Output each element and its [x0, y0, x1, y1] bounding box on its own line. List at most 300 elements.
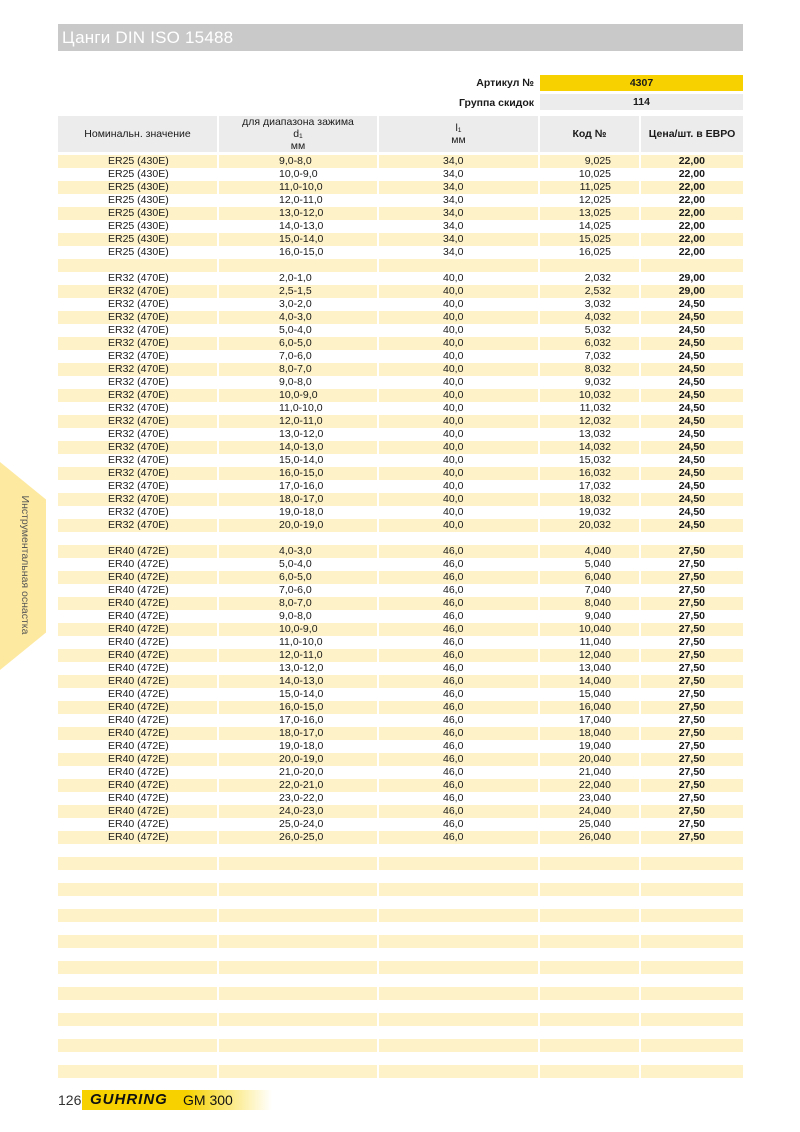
table-row	[58, 584, 743, 597]
price-cell: 24,50	[678, 506, 705, 518]
code-cell: 4,040	[540, 545, 639, 558]
price-cell	[641, 870, 743, 883]
clamping-range-cell: 15,0-14,0	[279, 454, 324, 466]
length-cell: 46,0	[443, 584, 464, 596]
length-cell: 46,0	[379, 571, 538, 584]
length-cell: 40,0	[443, 350, 464, 362]
length-cell: 34,0	[443, 246, 464, 258]
price-cell	[641, 909, 743, 922]
clamping-range-cell	[219, 987, 377, 1000]
table-row	[58, 688, 743, 701]
table-row	[58, 571, 743, 584]
length-cell	[379, 948, 538, 961]
nominal-cell: ER32 (470E)	[108, 454, 169, 466]
price-cell: 27,50	[641, 701, 743, 714]
code-cell: 13,025	[540, 207, 639, 220]
table-row	[58, 506, 743, 519]
length-cell	[379, 1052, 538, 1065]
column-header-code: Код №	[540, 116, 639, 152]
clamping-range-cell: 12,0-11,0	[219, 649, 377, 662]
page-title: Цанги DIN ISO 15488	[62, 28, 234, 47]
code-cell	[540, 987, 639, 1000]
discount-group-label: Группа скидок	[459, 97, 534, 109]
length-cell: 40,0	[443, 272, 464, 284]
clamping-range-cell: 19,0-18,0	[279, 506, 324, 518]
price-cell: 24,50	[678, 324, 705, 336]
code-cell: 10,040	[540, 623, 639, 636]
table-row	[58, 337, 743, 350]
price-cell: 22,00	[678, 194, 705, 206]
code-cell: 17,032	[578, 480, 611, 492]
code-cell: 7,032	[584, 350, 611, 362]
nominal-cell: ER40 (472E)	[108, 818, 169, 830]
price-cell: 27,50	[678, 610, 705, 622]
length-cell	[379, 987, 538, 1000]
nominal-cell	[58, 857, 217, 870]
nominal-cell	[58, 1039, 217, 1052]
clamping-range-cell: 9,0-8,0	[279, 610, 312, 622]
length-cell: 34,0	[443, 220, 464, 232]
clamping-range-cell: 19,0-18,0	[279, 740, 324, 752]
code-cell	[540, 974, 639, 987]
length-cell: 46,0	[379, 649, 538, 662]
table-row	[58, 818, 743, 831]
nominal-cell: ER40 (472E)	[58, 805, 217, 818]
nominal-cell: ER40 (472E)	[58, 779, 217, 792]
code-cell: 4,032	[540, 311, 639, 324]
price-cell	[641, 532, 743, 545]
price-cell: 24,50	[641, 441, 743, 454]
length-cell	[379, 909, 538, 922]
clamping-range-cell: 23,0-22,0	[279, 792, 324, 804]
clamping-range-cell	[219, 1052, 377, 1065]
code-cell: 14,032	[540, 441, 639, 454]
table-row	[58, 792, 743, 805]
code-cell: 12,040	[540, 649, 639, 662]
clamping-range-cell: 16,0-15,0	[219, 467, 377, 480]
nominal-cell	[58, 896, 217, 909]
code-cell	[540, 1000, 639, 1013]
article-label: Артикул №	[476, 77, 534, 89]
length-cell: 40,0	[379, 311, 538, 324]
clamping-range-cell: 13,0-12,0	[279, 662, 324, 674]
nominal-cell	[58, 532, 217, 545]
price-cell: 24,50	[641, 415, 743, 428]
table-row	[58, 402, 743, 415]
length-cell: 40,0	[379, 415, 538, 428]
nominal-cell	[58, 870, 217, 883]
table-row	[58, 220, 743, 233]
nominal-cell	[58, 935, 217, 948]
length-cell: 46,0	[443, 636, 464, 648]
price-cell	[641, 974, 743, 987]
clamping-range-cell	[219, 922, 377, 935]
code-cell	[540, 961, 639, 974]
code-cell: 19,032	[578, 506, 611, 518]
table-row	[58, 1052, 743, 1065]
price-cell	[641, 1000, 743, 1013]
catalog-label: GM 300	[183, 1092, 233, 1108]
nominal-cell: ER40 (472E)	[58, 597, 217, 610]
page-title-bar	[58, 24, 743, 51]
nominal-cell: ER40 (472E)	[58, 727, 217, 740]
price-cell: 24,50	[641, 337, 743, 350]
length-cell: 46,0	[443, 714, 464, 726]
length-cell	[379, 961, 538, 974]
nominal-cell: ER40 (472E)	[58, 545, 217, 558]
length-cell: 46,0	[379, 805, 538, 818]
price-cell: 24,50	[641, 519, 743, 532]
length-cell: 34,0	[379, 155, 538, 168]
discount-group-value: 114	[540, 94, 743, 110]
table-row	[58, 181, 743, 194]
price-cell	[641, 1065, 743, 1078]
nominal-cell: ER32 (470E)	[108, 324, 169, 336]
length-cell: 40,0	[379, 389, 538, 402]
code-cell: 18,040	[540, 727, 639, 740]
price-cell: 24,50	[678, 428, 705, 440]
code-cell: 20,032	[540, 519, 639, 532]
length-cell: 46,0	[443, 558, 464, 570]
length-cell: 46,0	[379, 675, 538, 688]
code-cell: 6,040	[540, 571, 639, 584]
price-cell: 27,50	[678, 688, 705, 700]
clamping-range-cell	[219, 1026, 377, 1039]
table-row	[58, 493, 743, 506]
table-row	[58, 883, 743, 896]
nominal-cell	[58, 987, 217, 1000]
price-cell: 27,50	[641, 753, 743, 766]
length-cell: 40,0	[443, 376, 464, 388]
price-cell: 22,00	[641, 155, 743, 168]
nominal-cell: ER25 (430E)	[58, 207, 217, 220]
price-cell	[641, 948, 743, 961]
length-cell	[379, 870, 538, 883]
length-cell: 46,0	[443, 818, 464, 830]
price-cell	[641, 922, 743, 935]
clamping-range-cell	[219, 948, 377, 961]
code-cell	[540, 532, 639, 545]
nominal-cell	[58, 844, 217, 857]
length-cell	[379, 259, 538, 272]
length-cell	[379, 844, 538, 857]
code-cell	[540, 1039, 639, 1052]
price-cell: 27,50	[641, 623, 743, 636]
nominal-cell: ER40 (472E)	[108, 636, 169, 648]
price-cell: 27,50	[641, 805, 743, 818]
length-cell: 40,0	[379, 467, 538, 480]
length-cell: 46,0	[379, 727, 538, 740]
clamping-range-cell: 18,0-17,0	[219, 493, 377, 506]
nominal-cell: ER25 (430E)	[108, 194, 169, 206]
price-cell: 22,00	[641, 207, 743, 220]
price-cell	[641, 1026, 743, 1039]
length-cell: 40,0	[379, 493, 538, 506]
clamping-range-cell: 9,0-8,0	[219, 155, 377, 168]
nominal-cell: ER32 (470E)	[58, 389, 217, 402]
table-row	[58, 272, 743, 285]
clamping-range-cell: 6,0-5,0	[219, 337, 377, 350]
code-cell: 11,025	[540, 181, 639, 194]
nominal-cell: ER32 (470E)	[58, 415, 217, 428]
code-cell: 16,032	[540, 467, 639, 480]
price-cell: 24,50	[641, 467, 743, 480]
clamping-range-cell: 16,0-15,0	[219, 701, 377, 714]
price-cell	[641, 857, 743, 870]
price-cell: 27,50	[678, 740, 705, 752]
price-cell	[641, 896, 743, 909]
column-header-length: l₁ мм	[379, 116, 538, 152]
nominal-cell: ER32 (470E)	[58, 467, 217, 480]
clamping-range-cell	[219, 1065, 377, 1078]
code-cell: 17,040	[578, 714, 611, 726]
length-cell: 40,0	[443, 480, 464, 492]
nominal-cell: ER40 (472E)	[58, 571, 217, 584]
table-row	[58, 948, 743, 961]
code-cell	[540, 909, 639, 922]
length-cell: 40,0	[443, 324, 464, 336]
clamping-range-cell	[219, 532, 377, 545]
clamping-range-cell: 16,0-15,0	[279, 246, 324, 258]
price-cell: 27,50	[678, 636, 705, 648]
nominal-cell	[58, 909, 217, 922]
column-header-price: Цена/шт. в ЕВРО	[641, 116, 743, 152]
clamping-range-cell	[219, 1039, 377, 1052]
code-cell: 25,040	[578, 818, 611, 830]
clamping-range-cell: 12,0-11,0	[279, 194, 323, 206]
price-cell: 27,50	[641, 727, 743, 740]
table-row	[58, 441, 743, 454]
table-row	[58, 649, 743, 662]
price-cell: 29,00	[641, 285, 743, 298]
column-header-nominal: Номинальн. значение	[58, 116, 217, 152]
length-cell	[379, 922, 538, 935]
price-cell: 27,50	[678, 792, 705, 804]
clamping-range-cell: 20,0-19,0	[219, 753, 377, 766]
brand-logo: GUHRING	[90, 1091, 168, 1108]
code-cell	[540, 259, 639, 272]
length-cell: 40,0	[379, 519, 538, 532]
clamping-range-cell: 11,0-10,0	[219, 181, 377, 194]
nominal-cell: ER32 (470E)	[108, 272, 169, 284]
table-row	[58, 155, 743, 168]
length-cell: 34,0	[379, 207, 538, 220]
code-cell	[540, 870, 639, 883]
code-cell: 26,040	[540, 831, 639, 844]
length-cell	[379, 1078, 538, 1091]
code-cell: 8,032	[540, 363, 639, 376]
length-cell: 46,0	[379, 753, 538, 766]
nominal-cell	[58, 961, 217, 974]
price-cell	[641, 1078, 743, 1091]
code-cell	[540, 1065, 639, 1078]
code-cell: 13,032	[578, 428, 611, 440]
clamping-range-cell: 24,0-23,0	[219, 805, 377, 818]
price-cell: 24,50	[678, 298, 705, 310]
price-cell: 24,50	[641, 363, 743, 376]
table-row	[58, 909, 743, 922]
nominal-cell: ER32 (470E)	[58, 519, 217, 532]
code-cell: 3,032	[584, 298, 611, 310]
code-cell: 24,040	[540, 805, 639, 818]
nominal-cell: ER25 (430E)	[108, 220, 169, 232]
clamping-range-cell: 2,0-1,0	[279, 272, 312, 284]
price-cell: 24,50	[641, 389, 743, 402]
price-cell: 24,50	[678, 402, 705, 414]
clamping-range-cell: 26,0-25,0	[219, 831, 377, 844]
table-row	[58, 454, 743, 467]
table-row	[58, 285, 743, 298]
table-row	[58, 194, 743, 207]
clamping-range-cell	[219, 883, 377, 896]
clamping-range-cell: 5,0-4,0	[279, 558, 312, 570]
column-header-clamping-range: для диапазона зажима d₁ мм	[219, 116, 377, 152]
nominal-cell: ER40 (472E)	[108, 714, 169, 726]
code-cell: 5,040	[584, 558, 611, 570]
price-cell: 24,50	[678, 454, 705, 466]
length-cell: 46,0	[379, 701, 538, 714]
table-row	[58, 350, 743, 363]
nominal-cell	[58, 1013, 217, 1026]
table-row	[58, 675, 743, 688]
nominal-cell	[58, 1026, 217, 1039]
table-row	[58, 168, 743, 181]
table-row	[58, 961, 743, 974]
clamping-range-cell	[219, 961, 377, 974]
table-row	[58, 636, 743, 649]
nominal-cell: ER32 (470E)	[108, 350, 169, 362]
price-cell: 27,50	[678, 766, 705, 778]
code-cell	[540, 922, 639, 935]
clamping-range-cell: 25,0-24,0	[279, 818, 324, 830]
table-row	[58, 545, 743, 558]
table-row	[58, 935, 743, 948]
length-cell: 40,0	[379, 285, 538, 298]
length-cell: 40,0	[443, 298, 464, 310]
nominal-cell: ER25 (430E)	[58, 233, 217, 246]
nominal-cell: ER40 (472E)	[108, 558, 169, 570]
nominal-cell: ER40 (472E)	[58, 831, 217, 844]
nominal-cell: ER32 (470E)	[108, 298, 169, 310]
code-cell: 15,032	[578, 454, 611, 466]
clamping-range-cell: 15,0-14,0	[219, 233, 377, 246]
price-cell	[641, 1013, 743, 1026]
code-cell	[540, 1078, 639, 1091]
code-cell: 9,025	[540, 155, 639, 168]
clamping-range-cell	[219, 857, 377, 870]
price-cell: 27,50	[641, 545, 743, 558]
price-cell	[641, 883, 743, 896]
table-row	[58, 870, 743, 883]
price-cell: 22,00	[678, 246, 705, 258]
code-cell	[540, 883, 639, 896]
table-row	[58, 844, 743, 857]
table-row	[58, 259, 743, 272]
clamping-range-cell: 6,0-5,0	[219, 571, 377, 584]
nominal-cell: ER25 (430E)	[108, 246, 169, 258]
price-cell	[641, 1052, 743, 1065]
table-row	[58, 662, 743, 675]
length-cell	[379, 1026, 538, 1039]
length-cell: 40,0	[443, 506, 464, 518]
page-number: 126	[58, 1092, 82, 1108]
table-row	[58, 987, 743, 1000]
price-cell: 24,50	[678, 350, 705, 362]
nominal-cell: ER32 (470E)	[58, 285, 217, 298]
table-row	[58, 480, 743, 493]
code-cell	[540, 1013, 639, 1026]
length-cell: 46,0	[443, 610, 464, 622]
table-row	[58, 207, 743, 220]
price-cell: 24,50	[678, 376, 705, 388]
nominal-cell	[58, 259, 217, 272]
code-cell: 14,040	[540, 675, 639, 688]
nominal-cell: ER32 (470E)	[58, 493, 217, 506]
nominal-cell: ER32 (470E)	[108, 506, 169, 518]
length-cell	[379, 974, 538, 987]
length-cell: 46,0	[443, 740, 464, 752]
clamping-range-cell: 14,0-13,0	[279, 220, 324, 232]
clamping-range-cell: 13,0-12,0	[219, 207, 377, 220]
price-cell: 27,50	[641, 675, 743, 688]
nominal-cell	[58, 974, 217, 987]
nominal-cell: ER32 (470E)	[58, 311, 217, 324]
nominal-cell	[58, 1065, 217, 1078]
table-row	[58, 415, 743, 428]
table-row	[58, 1039, 743, 1052]
table-row	[58, 922, 743, 935]
length-cell	[379, 1000, 538, 1013]
code-cell: 18,032	[540, 493, 639, 506]
clamping-range-cell: 10,0-9,0	[219, 389, 377, 402]
clamping-range-cell: 21,0-20,0	[279, 766, 324, 778]
price-cell	[641, 259, 743, 272]
table-row	[58, 857, 743, 870]
code-cell: 13,040	[578, 662, 611, 674]
nominal-cell: ER40 (472E)	[58, 701, 217, 714]
length-cell: 40,0	[443, 402, 464, 414]
table-row	[58, 753, 743, 766]
length-cell: 46,0	[379, 831, 538, 844]
nominal-cell: ER32 (470E)	[58, 441, 217, 454]
price-cell: 22,00	[641, 233, 743, 246]
clamping-range-cell: 20,0-19,0	[219, 519, 377, 532]
code-cell: 22,040	[540, 779, 639, 792]
code-cell: 23,040	[578, 792, 611, 804]
table-row	[58, 597, 743, 610]
table-row	[58, 974, 743, 987]
table-row	[58, 1065, 743, 1078]
nominal-cell: ER32 (470E)	[108, 480, 169, 492]
code-cell: 16,040	[540, 701, 639, 714]
code-cell	[540, 844, 639, 857]
price-cell: 27,50	[641, 779, 743, 792]
nominal-cell	[58, 1052, 217, 1065]
table-row	[58, 246, 743, 259]
table-row	[58, 298, 743, 311]
clamping-range-cell	[219, 844, 377, 857]
table-row	[58, 324, 743, 337]
code-cell: 2,032	[584, 272, 611, 284]
nominal-cell: ER32 (470E)	[108, 376, 169, 388]
clamping-range-cell	[219, 909, 377, 922]
clamping-range-cell: 14,0-13,0	[219, 675, 377, 688]
clamping-range-cell: 13,0-12,0	[279, 428, 324, 440]
clamping-range-cell: 3,0-2,0	[279, 298, 312, 310]
code-cell	[540, 1052, 639, 1065]
table-row	[58, 519, 743, 532]
price-cell: 24,50	[678, 480, 705, 492]
